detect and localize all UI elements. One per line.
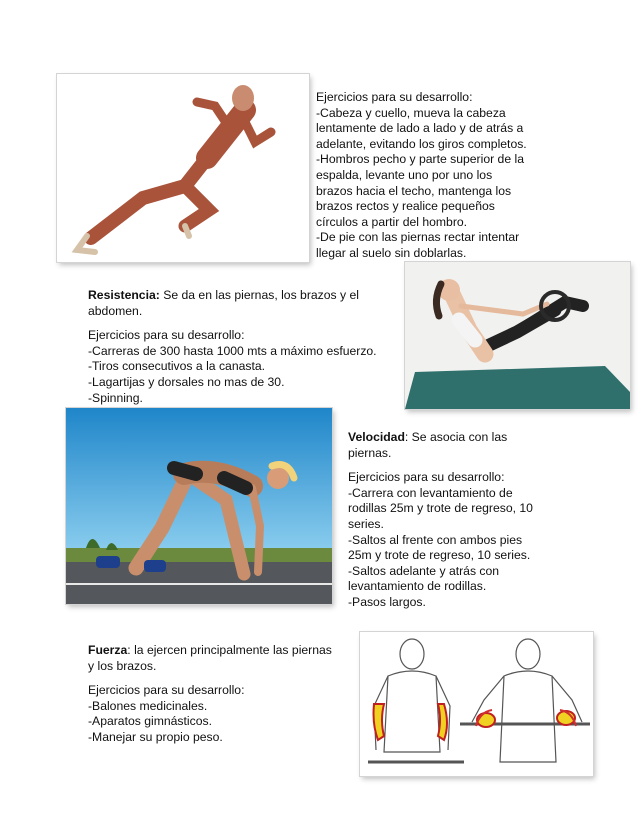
fuerza-intro: Ejercicios para su desarrollo: [88,683,245,698]
fuerza-desc-line: y los brazos. [88,658,157,673]
fuerza-title: Fuerza [88,643,128,657]
resistencia-intro: Ejercicios para su desarrollo: [88,328,245,343]
flexibility-exercises-text [316,90,527,262]
section1-line: lentamente de lado a lado y de atrás a [316,121,524,136]
section1-line: adelante, evitando los giros completos. [316,136,527,151]
section1-intro: Ejercicios para su desarrollo: [316,90,473,104]
fuerza-item: -Balones medicinales. [88,698,208,713]
resistencia-item: -Lagartijas y dorsales no mas de 30. [88,374,285,389]
velocidad-line: levantamiento de rodillas. [348,579,487,594]
fuerza-item: -Aparatos gimnásticos. [88,714,212,729]
resistencia-desc-line: Se da en las piernas, los brazos y el [159,288,359,302]
velocidad-line: rodillas 25m y trote de regreso, 10 [348,501,533,516]
velocidad-line: -Saltos adelante y atrás con [348,563,500,578]
resistencia-desc-line: abdomen. [88,303,143,318]
resistencia-desc [88,288,377,304]
velocidad-title: Velocidad [348,430,405,444]
section1-line: espalda, levante uno por uno los [316,167,493,182]
velocidad-desc-line: piernas. [348,445,392,460]
core-exercise-image [405,262,630,409]
section1-line: brazos rectos y realice pequeños [316,199,495,214]
velocidad-desc-line: : Se asocia con las [404,430,508,444]
velocidad-section [348,430,533,611]
velocidad-line: 25m y trote de regreso, 10 series. [348,548,531,563]
velocidad-desc [348,430,533,446]
biceps-muscles-image [360,632,593,776]
anatomy-runner-image [57,74,309,262]
section1-line: llegar al suelo sin doblarlas. [316,245,467,260]
section1-line: círculos a partir del hombro. [316,214,468,229]
resistencia-item: -Carreras de 300 hasta 1000 mts a máximo esfuerzo. [88,343,377,358]
core-exercise-illustration [405,262,630,409]
resistencia-item: -Spinning. [88,390,143,405]
biceps-muscles-illustration [360,632,593,776]
sprint-start-illustration [66,408,332,604]
resistencia-section [88,288,377,406]
velocidad-line: -Saltos al frente con ambos pies [348,532,523,547]
velocidad-line: series. [348,516,384,531]
velocidad-intro: Ejercicios para su desarrollo: [348,470,505,485]
velocidad-line: -Carrera con levantamiento de [348,485,513,500]
fuerza-item: -Manejar su propio peso. [88,729,223,744]
section1-line: -Hombros pecho y parte superior de la [316,152,524,167]
velocidad-line: -Pasos largos. [348,594,426,609]
section1-line: brazos hacia el techo, mantenga los [316,183,512,198]
fuerza-desc [88,643,332,659]
fuerza-desc-line: : la ejercen principalmente las piernas [127,643,332,657]
section1-line: -Cabeza y cuello, mueva la cabeza [316,105,506,120]
sprint-start-image [66,408,332,604]
fuerza-section [88,643,332,746]
resistencia-title: Resistencia: [88,288,160,302]
resistencia-item: -Tiros consecutivos a la canasta. [88,359,266,374]
section1-line: -De pie con las piernas rectar intentar [316,230,520,245]
anatomy-runner-illustration [57,74,309,262]
